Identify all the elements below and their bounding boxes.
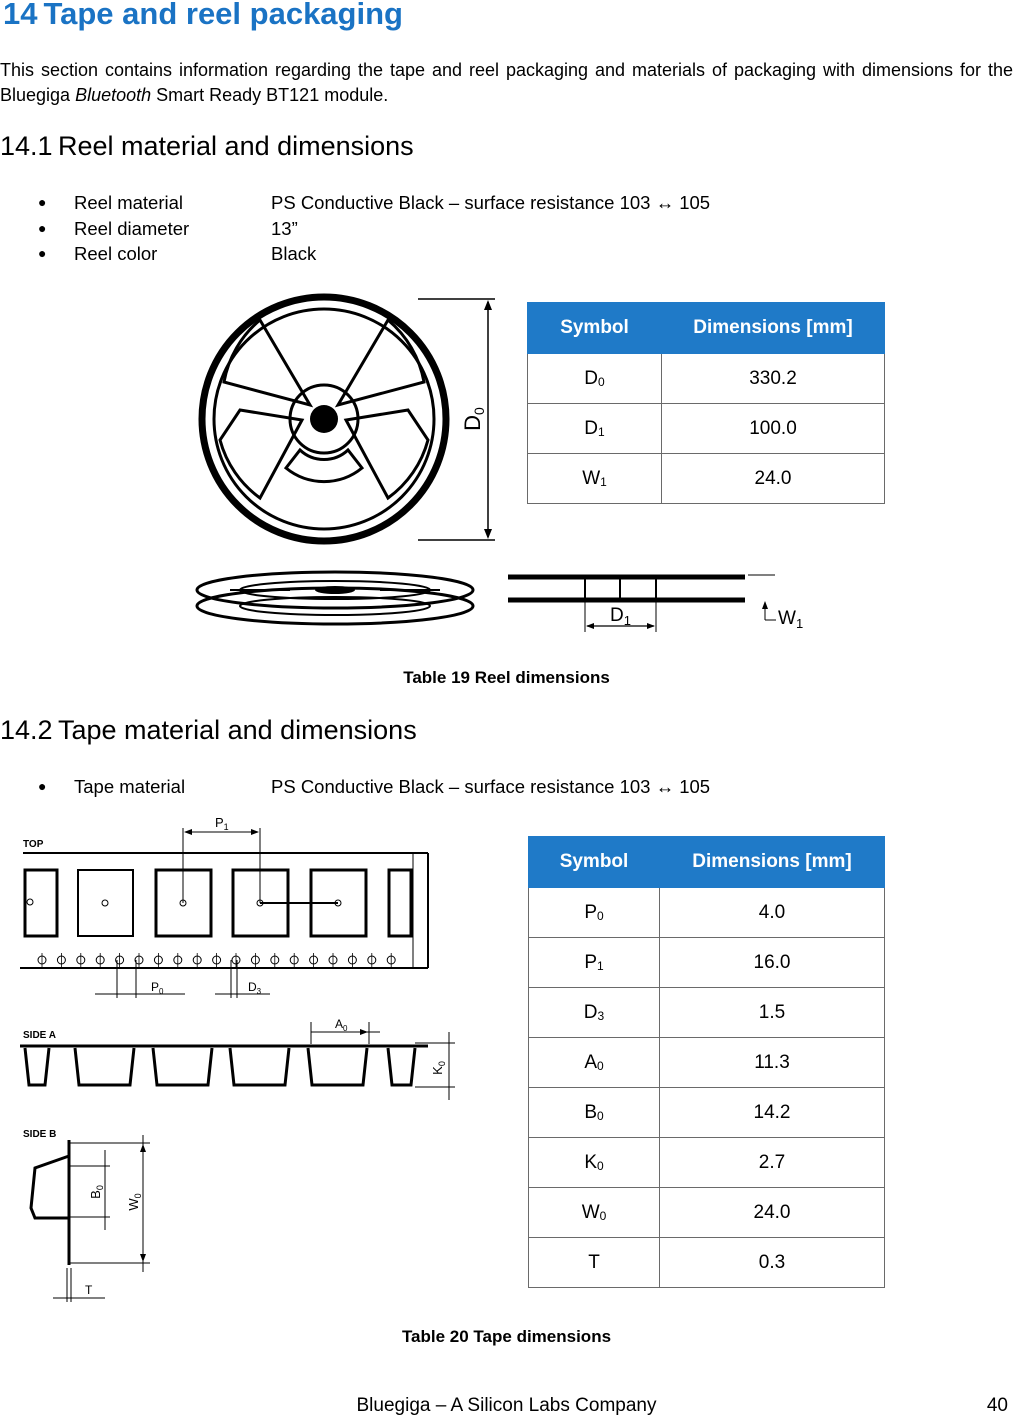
bullet-value: 13” [271,217,298,239]
reel-figure [190,290,520,645]
p0-label: $P_0$ [151,980,164,996]
subsection-heading-tape: 14.2 Tape material and dimensions [0,715,417,745]
reel-side-views [197,572,473,624]
table-row [528,454,885,504]
section-title: Tape and reel packaging [43,0,403,31]
top-view-label: TOP [23,839,44,850]
table-row [528,404,885,454]
subsection-heading-reel: 14.1 Reel material and dimensions [0,131,414,161]
bullet-item [0,774,1013,799]
w0-label: $W_0$ [126,1193,143,1211]
bullet-value: Black [271,243,317,264]
tape-dimensions-table [528,836,885,1288]
reel-cross-section-figure [500,560,820,640]
table-row [529,1138,885,1188]
dimension-cell: 330.2 [662,354,885,404]
section-number: 14 [3,0,38,31]
side-b-label: SIDE B [23,1129,57,1140]
table-row [528,354,885,404]
table-row [529,1238,885,1288]
dimension-cell: 14.2 [660,1088,885,1138]
symbol-cell: $D_3$ [529,988,660,1038]
bullet-item [0,190,1013,215]
symbol-cell: $K_0$ [529,1138,660,1188]
b0-label: $B_0$ [88,1185,105,1199]
bullet-value: PS Conductive Black – surface resistance 103 ↔ 105 [271,776,711,797]
table-row [529,988,885,1038]
symbol-cell: $D_1$ [528,404,662,454]
bullet-label: Reel color [74,243,158,264]
reel-front-view [202,297,495,541]
bullet-icon: ● [38,245,47,261]
bullet-item [0,216,1013,241]
a0-label: $A_0$ [335,1017,348,1033]
tape-side-a-view [20,1017,455,1100]
tape-top-view [20,815,428,998]
dimension-cell: 2.7 [660,1138,885,1188]
d0-label: D0 [460,407,487,431]
column-header-symbol: Symbol [529,837,660,888]
symbol-cell: $W_1$ [528,454,662,504]
dimension-cell: 16.0 [660,938,885,988]
intro-paragraph: This section contains information regarding the tape and reel packaging and materials of packaging with dimensions for the Bluegiga Bluetooth Smart Ready BT121 module. [0,60,1013,105]
symbol-cell: $P_0$ [529,888,660,938]
symbol-cell: $D_0$ [528,354,662,404]
reel-table-caption: Table 19 Reel dimensions [403,668,610,687]
bullet-icon: ● [38,219,47,236]
dimension-cell: 0.3 [660,1238,885,1288]
sprocket-holes [38,953,395,967]
dimension-cell: 100.0 [662,404,885,454]
symbol-cell: $A_0$ [529,1038,660,1088]
column-header-symbol: Symbol [528,303,662,354]
tape-figure [15,810,465,1305]
bullet-icon: ● [38,778,47,794]
dimension-cell: 11.3 [660,1038,885,1088]
d1-label: $D_1$ [610,605,631,628]
t-label: T [85,1283,93,1297]
footer-company: Bluegiga – A Silicon Labs Company [356,1395,657,1416]
table-row [529,888,885,938]
column-header-dimensions: Dimensions [mm] [662,303,885,354]
dimension-cell: 4.0 [660,888,885,938]
symbol-cell: T [529,1238,660,1288]
bullet-label: Tape material [74,776,186,797]
tape-table-caption: Table 20 Tape dimensions [401,1327,612,1346]
p1-label: $P_1$ [215,815,229,832]
dimension-cell: 24.0 [662,454,885,504]
k0-label: $K_0$ [430,1061,447,1075]
reel-dimensions-table [527,302,885,504]
page-number: 40 [986,1395,1008,1416]
table-row [529,1088,885,1138]
symbol-cell: $P_1$ [529,938,660,988]
w1-label: $W_1$ [778,608,804,631]
tape-side-b-view [23,1129,150,1302]
bullet-icon: ● [38,194,47,210]
symbol-cell: $B_0$ [529,1088,660,1138]
bullet-label: Reel material [74,192,183,213]
symbol-cell: $W_0$ [529,1188,660,1238]
table-row [529,1188,885,1238]
dimension-cell: 24.0 [660,1188,885,1238]
side-a-label: SIDE A [23,1030,56,1041]
bullet-item [0,241,1013,266]
table-row [529,938,885,988]
column-header-dimensions: Dimensions [mm] [660,837,885,888]
bullet-value: PS Conductive Black – surface resistance 103 ↔ 105 [271,192,711,213]
table-row [529,1038,885,1088]
section-heading [3,0,403,32]
bullet-label: Reel diameter [74,217,190,239]
dimension-cell: 1.5 [660,988,885,1038]
d3-label: $D_3$ [248,980,262,996]
